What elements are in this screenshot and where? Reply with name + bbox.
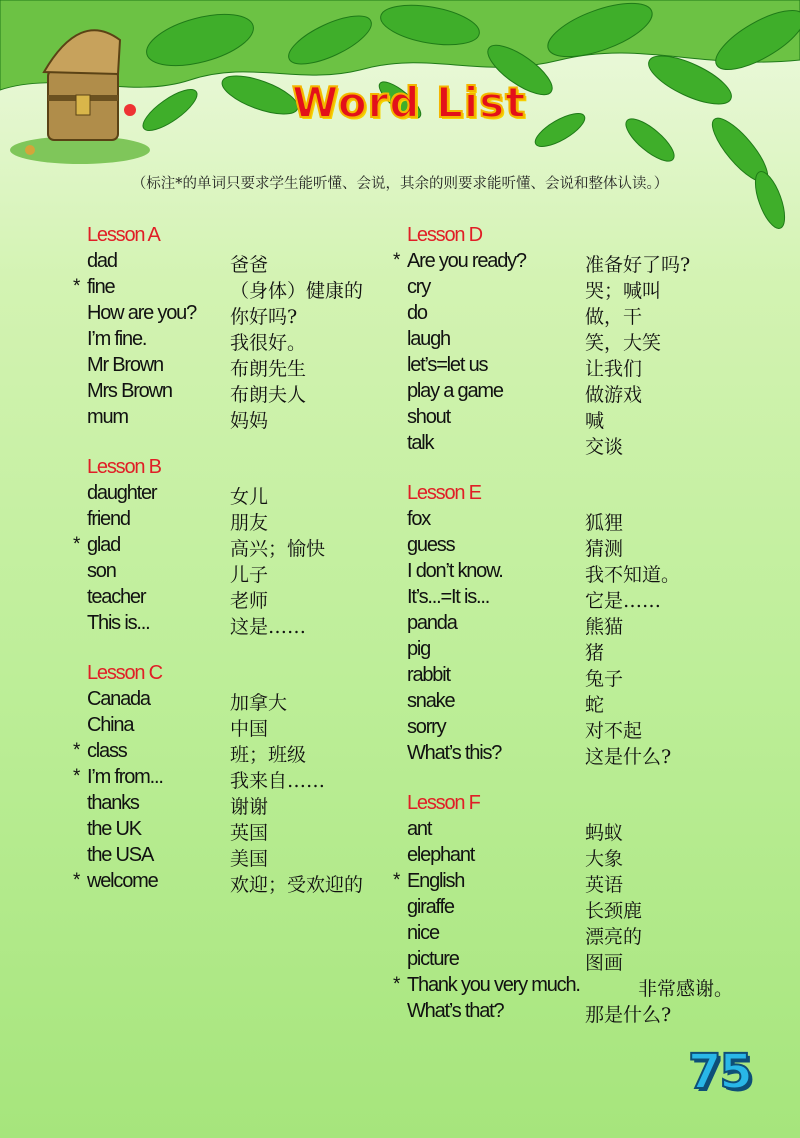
word-zh: 加拿大 [230, 692, 288, 714]
word-en: talk [407, 432, 434, 454]
word-zh: 欢迎；受欢迎的 [230, 874, 364, 896]
word-en: I don’t know. [407, 560, 503, 582]
word-zh: 班；班级 [230, 744, 307, 766]
star-mark: * [73, 276, 81, 297]
word-zh: 哭；喊叫 [585, 280, 662, 302]
word-zh: 准备好了吗? [585, 254, 691, 276]
word-zh: 妈妈 [230, 410, 269, 432]
word-zh: 英语 [585, 874, 624, 896]
word-en: snake [407, 690, 455, 712]
word-zh: 做游戏 [585, 384, 643, 406]
word-zh: （身体）健康的 [230, 280, 364, 302]
word-en: shout [407, 406, 450, 428]
word-en: the USA [87, 844, 154, 866]
word-zh: 交谈 [585, 436, 624, 458]
word-en: sorry [407, 716, 446, 738]
word-en: son [87, 560, 116, 582]
word-en: I’m fine. [87, 328, 147, 350]
star-mark: * [73, 740, 81, 761]
word-en: glad [87, 534, 121, 556]
page-number: 75 [688, 1044, 751, 1100]
word-en: daughter [87, 482, 157, 504]
word-zh: 你好吗? [230, 306, 298, 328]
star-mark: * [73, 766, 81, 787]
lesson-heading: Lesson C [87, 662, 162, 684]
word-zh: 那是什么? [585, 1004, 672, 1026]
word-zh: 女儿 [230, 486, 269, 508]
word-en: play a game [407, 380, 503, 402]
word-en: guess [407, 534, 455, 556]
word-zh: 我很好。 [230, 332, 307, 354]
word-zh: 它是…… [585, 590, 662, 612]
word-en: picture [407, 948, 459, 970]
word-en: pig [407, 638, 431, 660]
star-mark: * [393, 250, 401, 271]
word-zh: 布朗先生 [230, 358, 307, 380]
word-en: welcome [87, 870, 158, 892]
word-zh: 熊猫 [585, 616, 624, 638]
word-zh: 老师 [230, 590, 269, 612]
star-mark: * [393, 974, 401, 995]
word-en: nice [407, 922, 439, 944]
word-zh: 爸爸 [230, 254, 269, 276]
word-en: class [87, 740, 127, 762]
word-en: friend [87, 508, 130, 530]
word-en: This is... [87, 612, 150, 634]
word-en: mum [87, 406, 128, 428]
word-en: elephant [407, 844, 475, 866]
instruction-note: （标注*的单词只要求学生能听懂、会说，其余的则要求能听懂、会说和整体认读。） [131, 176, 669, 192]
word-en: Are you ready? [407, 250, 526, 272]
lesson-heading: Lesson F [407, 792, 480, 814]
star-mark: * [393, 870, 401, 891]
word-en: I’m from... [87, 766, 163, 788]
word-zh: 朋友 [230, 512, 269, 534]
word-en: What’s this? [407, 742, 502, 764]
word-en: ant [407, 818, 432, 840]
word-en: do [407, 302, 427, 324]
word-zh: 我不知道。 [585, 564, 681, 586]
word-zh: 狐狸 [585, 512, 624, 534]
page-title: Word List [292, 78, 527, 127]
word-en: the UK [87, 818, 141, 840]
word-zh: 漂亮的 [585, 926, 643, 948]
word-zh: 非常感谢。 [638, 978, 734, 1000]
lesson-heading: Lesson A [87, 224, 160, 246]
word-en: It’s...=It is... [407, 586, 490, 608]
word-zh: 大象 [585, 848, 624, 870]
word-en: Canada [87, 688, 150, 710]
word-zh: 蚂蚁 [585, 822, 624, 844]
word-en: let’s=let us [407, 354, 488, 376]
word-zh: 中国 [230, 718, 269, 740]
word-zh: 蛇 [585, 694, 605, 716]
word-zh: 笑，大笑 [585, 332, 662, 354]
lesson-heading: Lesson B [87, 456, 161, 478]
word-zh: 这是什么? [585, 746, 672, 768]
lesson-heading: Lesson D [407, 224, 482, 246]
word-en: fox [407, 508, 431, 530]
word-zh: 长颈鹿 [585, 900, 643, 922]
word-en: cry [407, 276, 431, 298]
word-en: teacher [87, 586, 146, 608]
word-en: thanks [87, 792, 139, 814]
word-en: Mr Brown [87, 354, 163, 376]
word-en: English [407, 870, 465, 892]
word-en: dad [87, 250, 117, 272]
word-zh: 这是…… [230, 616, 307, 638]
word-en: How are you? [87, 302, 196, 324]
word-en: What’s that? [407, 1000, 504, 1022]
word-en: laugh [407, 328, 450, 350]
word-zh: 我来自…… [230, 770, 326, 792]
word-zh: 做，干 [585, 306, 643, 328]
word-zh: 对不起 [585, 720, 643, 742]
star-mark: * [73, 870, 81, 891]
word-en: giraffe [407, 896, 454, 918]
word-zh: 图画 [585, 952, 624, 974]
word-en: rabbit [407, 664, 450, 686]
word-en: panda [407, 612, 457, 634]
word-en: fine [87, 276, 115, 298]
word-zh: 让我们 [585, 358, 643, 380]
word-zh: 喊 [585, 410, 605, 432]
word-en: China [87, 714, 134, 736]
word-zh: 谢谢 [230, 796, 269, 818]
star-mark: * [73, 534, 81, 555]
word-en: Mrs Brown [87, 380, 172, 402]
word-zh: 美国 [230, 848, 269, 870]
word-zh: 兔子 [585, 668, 624, 690]
word-zh: 英国 [230, 822, 269, 844]
word-zh: 布朗夫人 [230, 384, 307, 406]
word-zh: 儿子 [230, 564, 269, 586]
word-zh: 高兴；愉快 [230, 538, 326, 560]
word-zh: 猪 [585, 642, 605, 664]
lesson-heading: Lesson E [407, 482, 481, 504]
word-zh: 猜测 [585, 538, 624, 560]
word-en: Thank you very much. [407, 974, 580, 996]
